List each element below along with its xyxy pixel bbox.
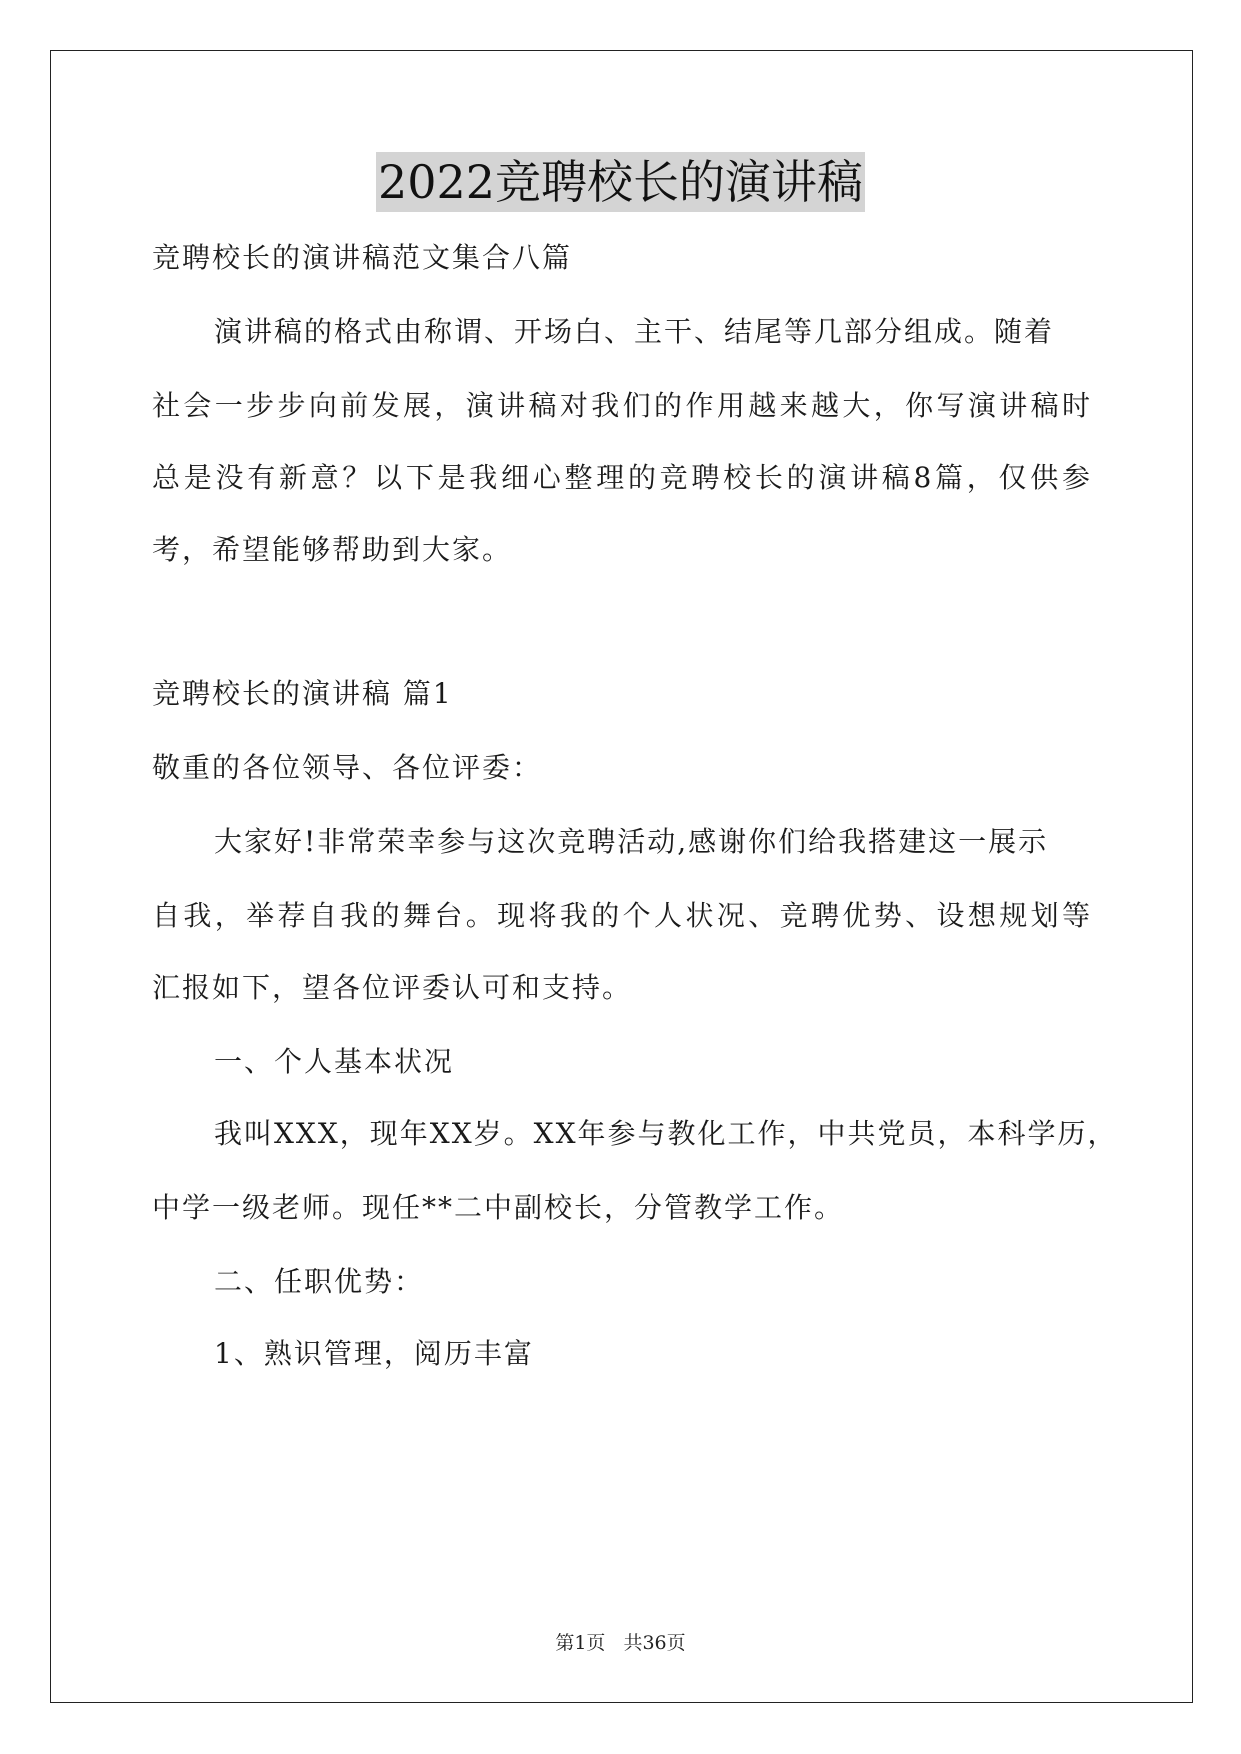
document-title: 2022竞聘校长的演讲稿 [376,152,865,212]
intro-line-2: 社会一步步向前发展，演讲稿对我们的作用越来越大，你写演讲稿时 [152,389,1092,422]
title-container [0,152,1241,212]
page-total: 共36页 [623,1632,686,1654]
body-line-6: 中学一级老师。现任**二中副校长，分管教学工作。 [152,1191,845,1224]
page-number: 第1页 [555,1632,606,1654]
intro-line-3: 总是没有新意？以下是我细心整理的竞聘校长的演讲稿8篇，仅供参 [152,461,1092,494]
body-line-3: 汇报如下，望各位评委认可和支持。 [152,971,633,1004]
section-heading: 竞聘校长的演讲稿 篇1 [152,677,453,710]
intro-line-1: 演讲稿的格式由称谓、开场白、主干、结尾等几部分组成。随着 [214,315,1055,348]
body-heading-1: 一、个人基本状况 [214,1045,455,1078]
body-heading-2: 二、任职优势： [214,1265,425,1298]
page-footer [0,1630,1241,1656]
intro-line-4: 考，希望能够帮助到大家。 [152,533,513,566]
document-subtitle: 竞聘校长的演讲稿范文集合八篇 [152,241,573,274]
body-subheading-1: 1、熟识管理，阅历丰富 [214,1337,534,1370]
body-line-2: 自我，举荐自我的舞台。现将我的个人状况、竞聘优势、设想规划等 [152,899,1092,932]
page-border [50,50,1193,1703]
body-line-5: 我叫XXX，现年XX岁。XX年参与教化工作，中共党员，本科学历， [214,1117,1118,1150]
salutation: 敬重的各位领导、各位评委： [152,751,543,784]
body-line-1: 大家好!非常荣幸参与这次竞聘活动,感谢你们给我搭建这一展示 [214,825,1049,858]
